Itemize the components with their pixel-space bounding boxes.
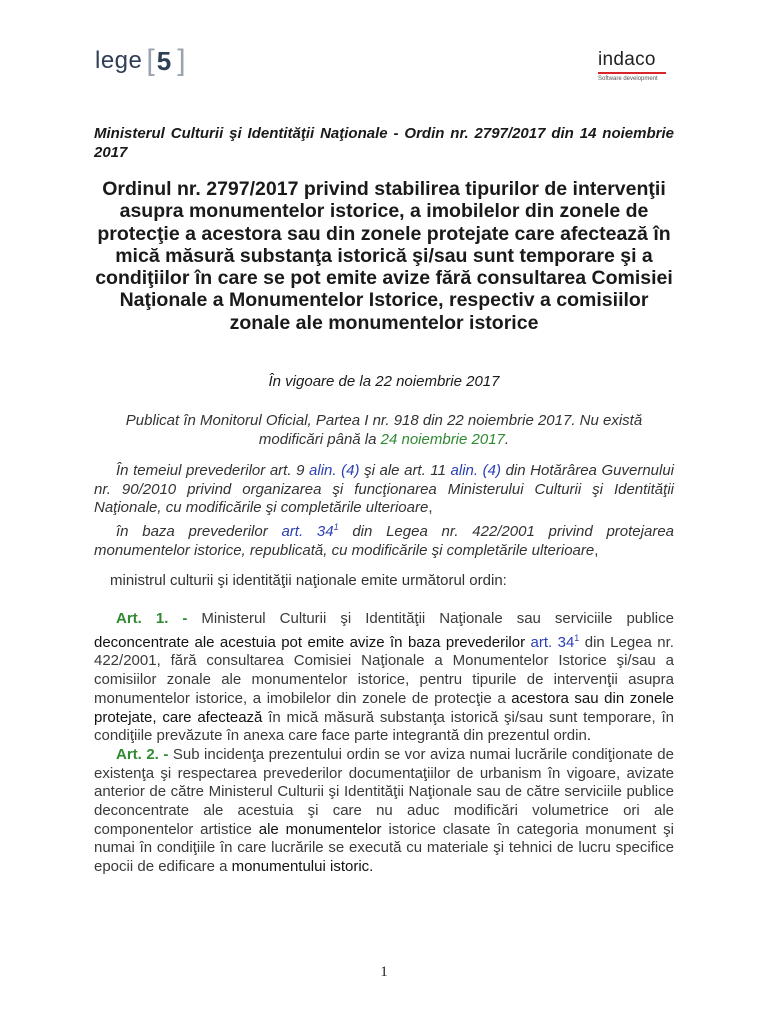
article-label: Art. 1. - xyxy=(116,610,188,627)
legal-basis-paragraph-2 xyxy=(94,518,674,560)
legal-basis-text: în baza prevederilor xyxy=(116,523,282,541)
article-text: acestora sau din zonele protejate, care afectează xyxy=(94,689,674,726)
document-subtitle: Ministerul Culturii şi Identităţii Naţionale - Ordin nr. 2797/2017 din 14 noiembrie 2017 xyxy=(94,125,674,161)
article-text: deconcentrate ale acestuia pot emite avize în baza prevederilor xyxy=(94,633,531,651)
indaco-logo-tagline: Software development xyxy=(598,76,658,82)
publication-end: . xyxy=(504,431,510,448)
lege5-logo[interactable] xyxy=(95,42,186,80)
legal-basis-text: şi ale art. 11 xyxy=(359,462,451,479)
publication-note xyxy=(94,411,674,449)
articles xyxy=(94,610,674,877)
art-34-link[interactable] xyxy=(531,634,580,651)
article-text: Ministerul Culturii şi Identităţii Naţionale sau serviciile publice xyxy=(187,610,674,627)
page-number: 1 xyxy=(380,964,388,980)
legal-basis-text: În temeiul prevederilor art. 9 xyxy=(116,462,310,479)
art-34-link-text: art. 34 xyxy=(281,523,334,541)
legal-basis-text: din Legea nr. 422/2001 privind protejarea monumentelor istorice, republicată, cu modificările şi completările ulterioare xyxy=(94,523,675,559)
article-label: Art. 2. - xyxy=(116,745,169,763)
publication-text: Publicat în Monitorul Oficial, Partea I nr. 918 din 22 noiembrie 2017. Nu există modificări până la xyxy=(125,412,643,448)
legal-basis-paragraph-1 xyxy=(94,462,674,518)
article-text: în mică măsură substanţa istorică şi/sau sunt temporare, în condiţiile prevăzute în anexa care face parte integrantă din prezentul ordin xyxy=(94,708,674,745)
indaco-logo[interactable] xyxy=(598,50,670,82)
lege-logo-bracket-right: ] xyxy=(177,44,186,77)
art-34-link[interactable] xyxy=(281,523,338,540)
alin-4-link-2[interactable]: alin. (4) xyxy=(450,462,501,479)
art-34-sup: 1 xyxy=(574,632,580,643)
lege-logo-number: 5 xyxy=(156,45,172,76)
lege-logo-word: lege xyxy=(95,47,143,74)
article-text: ale monumentelor xyxy=(258,820,382,838)
article-text: monumentului istoric. xyxy=(231,858,374,876)
document-title: Ordinul nr. 2797/2017 privind stabilirea tipurilor de intervenţii asupra monumentelor istorice, a imobilelor din zonele de protecţie a acestora sau din zonele protejate care afectează în mică măsură substanţa istorică şi/sau sunt temporare şi a condiţiilor în care se pot emite avize fără consultarea Comisiei Naţionale a Monumentelor Istorice, respectiv a comisiilor zonale ale monumentelor istorice xyxy=(95,178,673,334)
modification-date-link[interactable]: 24 noiembrie 2017 xyxy=(380,431,505,448)
art-34-link-text: art. 34 xyxy=(530,633,575,651)
article-text: Sub incidenţa prezentului ordin se vor aviza numai lucrările condiţionate de existenţa şi respectarea prevederilor documentaţiilor de urbanism în vigoare, avizate anterior de către Ministerul Culturii şi Identităţii Naţionale sau de către serviciile publice deconcentrate ale acestuia şi care nu aduc modificări volumetrice ori ale componentelor artistice xyxy=(94,745,674,838)
lege-logo-bracket-left: [ xyxy=(146,44,155,77)
article-2 xyxy=(94,746,674,877)
article-1 xyxy=(94,610,674,746)
alin-4-link-1[interactable]: alin. (4) xyxy=(309,462,360,479)
legal-basis-punct: , xyxy=(428,499,433,517)
indaco-logo-word: indaco xyxy=(598,49,656,70)
in-force-date: În vigoare de la 22 noiembrie 2017 xyxy=(268,373,500,390)
art-34-sup: 1 xyxy=(333,522,339,533)
article-text: . xyxy=(586,727,591,745)
article-text: istorice clasate în categoria monument şi numai în condiţiile în care lucrările se execută cu materiale şi tehnici de lucru specifice epocii de edificare a xyxy=(94,820,674,876)
legal-basis-punct: , xyxy=(594,541,599,559)
article-text: din Legea nr. 422/2001, fără consultarea Comisiei Naţionale a Monumentelor Istorice şi/sau a comisiilor zonale ale monumentelor istorice, pentru tipurile de intervenţii asupra monumentelor istorice, a imobilelor din zonele de protecţie a xyxy=(94,633,674,707)
legal-basis-text: din Hotărârea Guvernului nr. 90/2010 privind organizarea şi funcţionarea Ministerului Culturii şi Identităţii Naţionale, cu modificările şi completările ulterioare xyxy=(94,462,675,517)
issuing-statement: ministrul culturii şi identităţii naţionale emite următorul ordin: xyxy=(110,572,507,589)
legal-basis xyxy=(94,462,674,561)
indaco-logo-underline xyxy=(598,72,666,74)
